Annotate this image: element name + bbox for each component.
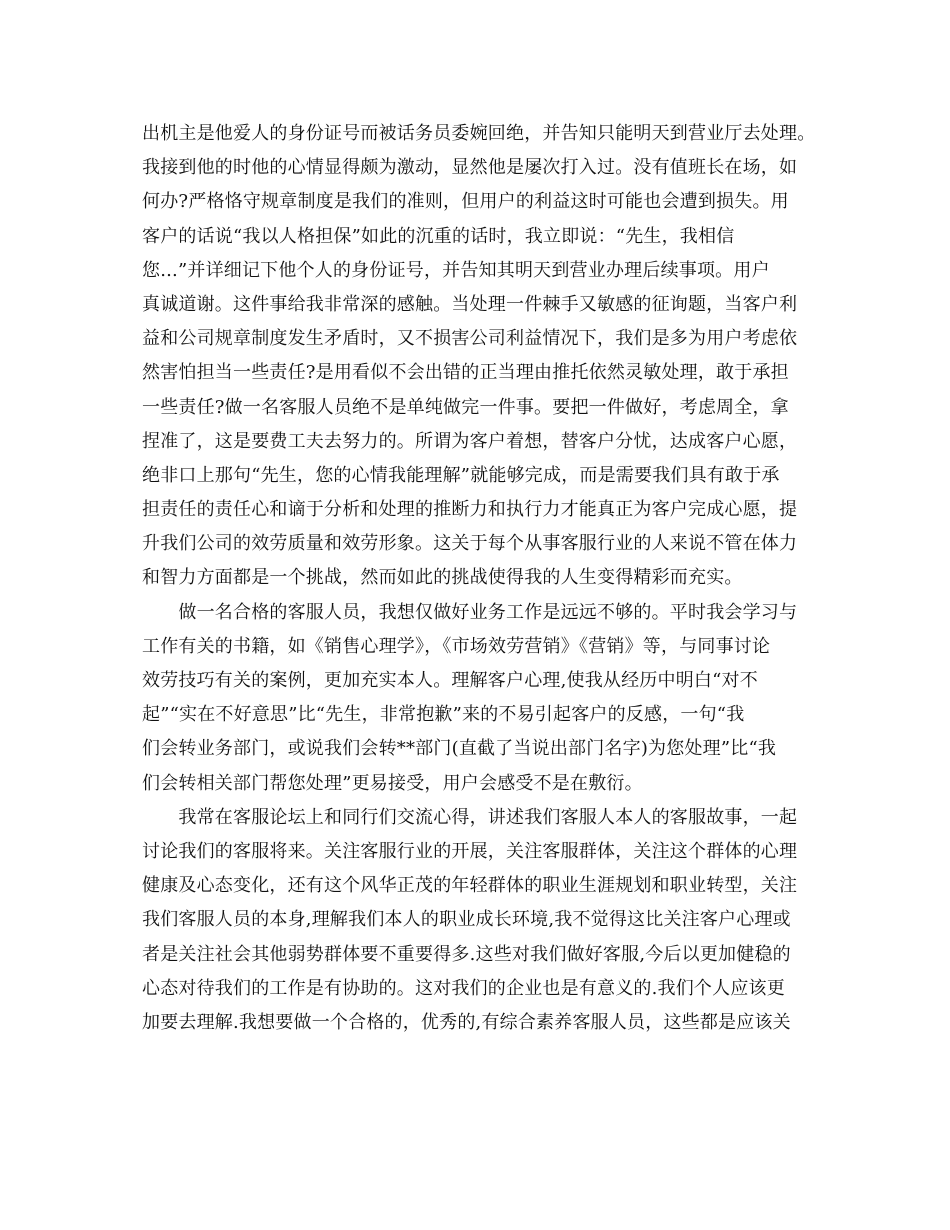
- text-line: 然害怕担当一些责任?是用看似不会出错的正当理由推托依然灵敏处理，敢于承担: [142, 362, 789, 384]
- text-line: 一些责任?做一名客服人员绝不是单纯做完一件事。要把一件做好，考虑周全，拿: [142, 396, 789, 418]
- text-line: 出机主是他爱人的身份证号而被话务员委婉回绝，并告知只能明天到营业厅去处理。: [142, 123, 816, 144]
- text-line: 客户的话说“我以人格担保”如此的沉重的话时，我立即说：“先生，我相信: [142, 225, 735, 247]
- text-line: 担责任的责任心和谪于分析和处理的推断力和执行力才能真正为客户完成心愿，提: [142, 499, 798, 521]
- text-line: 工作有关的书籍，如《销售心理学》，《市场效劳营销》《营销》等，与同事讨论: [142, 635, 771, 657]
- text-line: 起”“实在不好意思”比“先生，非常抱歉”来的不易引起客户的反感，一句“我: [142, 704, 745, 726]
- text-line: 们会转业务部门，或说我们会转**部门(直截了当说出部门名字)为您处理”比“我: [142, 738, 777, 760]
- text-line: 和智力方面都是一个挑战，然而如此的挑战使得我的人生变得精彩而充实。: [142, 567, 743, 589]
- text-line: 何办?严格恪守规章制度是我们的准则，但用户的利益这时可能也会遭到损失。用: [142, 191, 789, 213]
- body-text: [142, 117, 832, 1040]
- text-line: 升我们公司的效劳质量和效劳形象。这关于每个从事客服行业的人来说不管在体力: [142, 533, 798, 555]
- text-line: 健康及心态变化，还有这个风华正茂的年轻群体的职业生涯规划和职业转型，关注: [142, 875, 798, 897]
- text-line: 们会转相关部门帮您处理”更易接受，用户会感受不是在敷衍。: [142, 772, 643, 794]
- text-line: 您...”并详细记下他个人的身份证号，并告知其明天到营业办理后续事项。用户: [142, 259, 770, 281]
- text-line: 捏准了，这是要费工夫去努力的。所谓为客户着想，替客户分忧，达成客户心愿，: [142, 430, 798, 452]
- text-line: 我们客服人员的本身,理解我们本人的职业成长环境,我不觉得这比关注客户心理或: [142, 909, 791, 931]
- text-line: 心态对待我们的工作是有协助的。这对我们的企业也是有意义的.我们个人应该更: [142, 977, 785, 999]
- text-line: 真诚道谢。这件事给我非常深的感触。当处理一件棘手又敏感的征询题，当客户利: [142, 293, 798, 315]
- text-line: 益和公司规章制度发生矛盾时，又不损害公司利益情况下，我们是多为用户考虑依: [142, 328, 798, 350]
- text-line: 者是关注社会其他弱势群体要不重要得多.这些对我们做好客服,今后以更加健稳的: [142, 943, 791, 965]
- text-line: 效劳技巧有关的案例，更加充实本人。理解客户心理,使我从经历中明白“对不: [142, 670, 758, 691]
- text-line: 加要去理解.我想要做一个合格的，优秀的,有综合素养客服人员，这些都是应该关: [142, 1011, 791, 1033]
- text-line: 绝非口上那句“先生，您的心情我能理解”就能够完成，而是需要我们具有敢于承: [142, 464, 780, 486]
- text-line: 我接到他的时他的心情显得颇为激动，显然他是屡次打入过。没有值班长在场，如: [142, 157, 798, 179]
- paragraph-start-line: 我常在客服论坛上和同行们交流心得，讲述我们客服人本人的客服故事，一起: [142, 806, 798, 828]
- text-line: 讨论我们的客服将来。关注客服行业的开展，关注客服群体，关注这个群体的心理: [142, 840, 798, 862]
- paragraph-start-line: 做一名合格的客服人员，我想仅做好业务工作是远远不够的。平时我会学习与: [142, 601, 798, 623]
